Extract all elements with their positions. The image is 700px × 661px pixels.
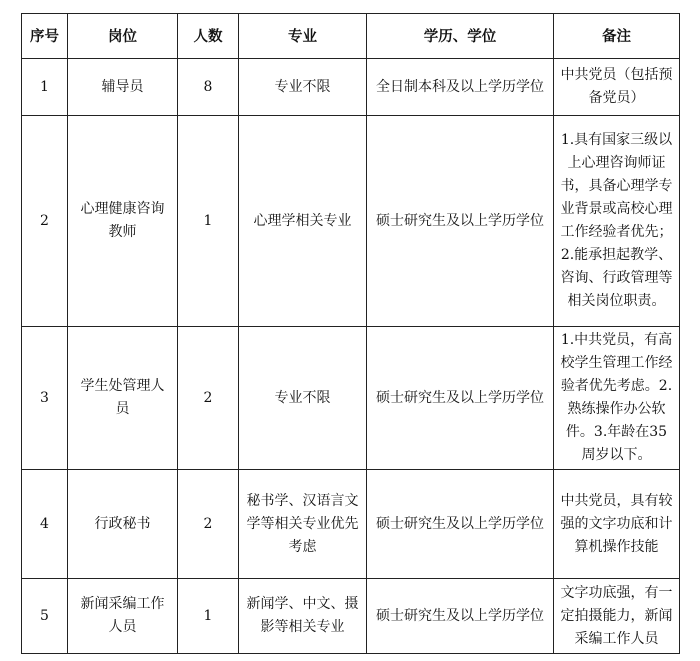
cell-education: 硕士研究生及以上学历学位 (367, 116, 554, 327)
cell-remarks: 1.中共党员，有高校学生管理工作经验者优先考虑。2.熟练操作办公软件。3.年龄在35周岁以下。 (554, 327, 680, 470)
table-row (22, 579, 680, 654)
cell-major: 专业不限 (239, 327, 367, 470)
table-row (22, 327, 680, 470)
cell-major: 新闻学、中文、摄影等相关专业 (239, 579, 367, 654)
cell-seq: 4 (22, 470, 68, 579)
cell-education: 硕士研究生及以上学历学位 (367, 579, 554, 654)
cell-position: 学生处管理人员 (68, 327, 178, 470)
cell-remarks: 1.具有国家三级以上心理咨询师证书，具备心理学专业背景或高校心理工作经验者优先；2.能承担起教学、咨询、行政管理等相关岗位职责。 (554, 116, 680, 327)
cell-position: 新闻采编工作人员 (68, 579, 178, 654)
table-header-row (22, 14, 680, 59)
cell-education: 硕士研究生及以上学历学位 (367, 327, 554, 470)
header-remarks: 备注 (554, 14, 680, 59)
cell-count: 2 (178, 470, 239, 579)
header-seq: 序号 (22, 14, 68, 59)
cell-seq: 3 (22, 327, 68, 470)
cell-count: 1 (178, 579, 239, 654)
cell-major: 秘书学、汉语言文学等相关专业优先考虑 (239, 470, 367, 579)
cell-remarks: 中共党员（包括预备党员） (554, 59, 680, 116)
table-row (22, 470, 680, 579)
header-position: 岗位 (68, 14, 178, 59)
cell-remarks: 文字功底强，有一定拍摄能力，新闻采编工作人员 (554, 579, 680, 654)
cell-count: 1 (178, 116, 239, 327)
header-education: 学历、学位 (367, 14, 554, 59)
cell-major: 心理学相关专业 (239, 116, 367, 327)
table-row (22, 59, 680, 116)
header-count: 人数 (178, 14, 239, 59)
cell-major: 专业不限 (239, 59, 367, 116)
cell-education: 硕士研究生及以上学历学位 (367, 470, 554, 579)
cell-education: 全日制本科及以上学历学位 (367, 59, 554, 116)
recruitment-table (21, 13, 680, 654)
table-row (22, 116, 680, 327)
cell-position: 心理健康咨询教师 (68, 116, 178, 327)
cell-remarks: 中共党员，具有较强的文字功底和计算机操作技能 (554, 470, 680, 579)
cell-position: 行政秘书 (68, 470, 178, 579)
cell-count: 8 (178, 59, 239, 116)
cell-position: 辅导员 (68, 59, 178, 116)
cell-count: 2 (178, 327, 239, 470)
header-major: 专业 (239, 14, 367, 59)
cell-seq: 5 (22, 579, 68, 654)
cell-seq: 2 (22, 116, 68, 327)
cell-seq: 1 (22, 59, 68, 116)
